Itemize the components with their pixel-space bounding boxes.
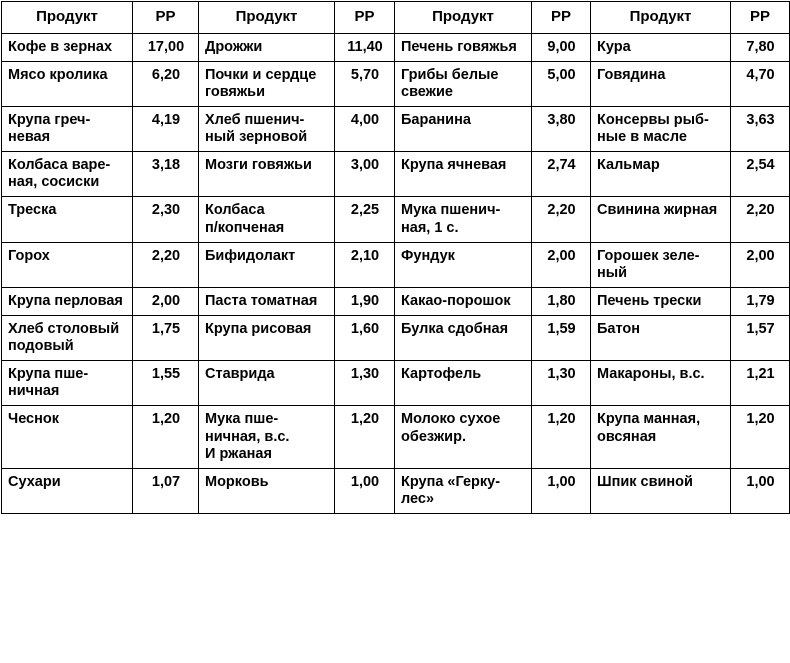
product-cell: Какао-порошок [395, 287, 532, 315]
product-cell: Хлеб пшенич- ный зерновой [199, 107, 335, 152]
product-cell: Почки и сердце говяжьи [199, 61, 335, 106]
product-cell: Консервы рыб- ные в масле [591, 107, 731, 152]
value-cell: 1,07 [133, 468, 199, 513]
header-value-1: РР [133, 2, 199, 34]
product-cell: Паста томатная [199, 287, 335, 315]
product-cell: Крупа рисовая [199, 316, 335, 361]
value-cell: 2,20 [731, 197, 790, 242]
product-cell: Баранина [395, 107, 532, 152]
value-cell: 3,18 [133, 152, 199, 197]
product-cell: Фундук [395, 242, 532, 287]
product-cell: Бифидолакт [199, 242, 335, 287]
product-cell: Крупа перловая [2, 287, 133, 315]
value-cell: 1,20 [731, 406, 790, 468]
value-cell: 1,00 [731, 468, 790, 513]
value-cell: 2,54 [731, 152, 790, 197]
table-header [2, 2, 790, 34]
value-cell: 2,25 [335, 197, 395, 242]
value-cell: 4,19 [133, 107, 199, 152]
product-cell: Молоко сухое обезжир. [395, 406, 532, 468]
product-cell: Кальмар [591, 152, 731, 197]
product-cell: Морковь [199, 468, 335, 513]
value-cell: 1,30 [532, 361, 591, 406]
table-row [2, 152, 790, 197]
value-cell: 2,20 [532, 197, 591, 242]
product-cell: Кофе в зернах [2, 33, 133, 61]
table-row [2, 33, 790, 61]
product-cell: Мясо кролика [2, 61, 133, 106]
value-cell: 3,00 [335, 152, 395, 197]
value-cell: 1,90 [335, 287, 395, 315]
product-cell: Крупа пше- ничная [2, 361, 133, 406]
product-cell: Треска [2, 197, 133, 242]
product-cell: Ставрида [199, 361, 335, 406]
product-cell: Мука пшенич- ная, 1 с. [395, 197, 532, 242]
value-cell: 1,80 [532, 287, 591, 315]
table-row [2, 406, 790, 468]
value-cell: 6,20 [133, 61, 199, 106]
header-product-3: Продукт [395, 2, 532, 34]
product-cell: Булка сдобная [395, 316, 532, 361]
value-cell: 4,00 [335, 107, 395, 152]
value-cell: 5,00 [532, 61, 591, 106]
table-row [2, 361, 790, 406]
header-value-2: РР [335, 2, 395, 34]
product-cell: Колбаса п/копченая [199, 197, 335, 242]
product-cell: Мука пше- ничная, в.с. И ржаная [199, 406, 335, 468]
value-cell: 1,75 [133, 316, 199, 361]
value-cell: 3,80 [532, 107, 591, 152]
table-row [2, 242, 790, 287]
table-row [2, 107, 790, 152]
value-cell: 1,20 [532, 406, 591, 468]
value-cell: 1,55 [133, 361, 199, 406]
product-cell: Печень говяжья [395, 33, 532, 61]
value-cell: 1,59 [532, 316, 591, 361]
value-cell: 1,60 [335, 316, 395, 361]
nutrient-table [1, 1, 790, 514]
table-row [2, 61, 790, 106]
header-product-2: Продукт [199, 2, 335, 34]
header-product-4: Продукт [591, 2, 731, 34]
value-cell: 17,00 [133, 33, 199, 61]
value-cell: 2,20 [133, 242, 199, 287]
value-cell: 1,20 [133, 406, 199, 468]
product-cell: Батон [591, 316, 731, 361]
product-cell: Чеснок [2, 406, 133, 468]
product-cell: Горошек зеле- ный [591, 242, 731, 287]
header-row [2, 2, 790, 34]
value-cell: 1,00 [532, 468, 591, 513]
value-cell: 2,00 [532, 242, 591, 287]
value-cell: 1,20 [335, 406, 395, 468]
table-row [2, 287, 790, 315]
value-cell: 2,00 [133, 287, 199, 315]
product-cell: Мозги говяжьи [199, 152, 335, 197]
value-cell: 9,00 [532, 33, 591, 61]
value-cell: 1,79 [731, 287, 790, 315]
product-cell: Свинина жирная [591, 197, 731, 242]
product-cell: Горох [2, 242, 133, 287]
product-cell: Говядина [591, 61, 731, 106]
value-cell: 2,30 [133, 197, 199, 242]
product-cell: Крупа «Герку- лес» [395, 468, 532, 513]
value-cell: 1,00 [335, 468, 395, 513]
value-cell: 1,57 [731, 316, 790, 361]
value-cell: 1,21 [731, 361, 790, 406]
product-cell: Хлеб столовый подовый [2, 316, 133, 361]
value-cell: 2,74 [532, 152, 591, 197]
product-cell: Крупа манная, овсяная [591, 406, 731, 468]
product-cell: Дрожжи [199, 33, 335, 61]
product-cell: Крупа греч- невая [2, 107, 133, 152]
value-cell: 3,63 [731, 107, 790, 152]
product-cell: Сухари [2, 468, 133, 513]
header-value-4: РР [731, 2, 790, 34]
product-cell: Кура [591, 33, 731, 61]
product-cell: Печень трески [591, 287, 731, 315]
value-cell: 2,10 [335, 242, 395, 287]
value-cell: 4,70 [731, 61, 790, 106]
table-row [2, 197, 790, 242]
table-body [2, 33, 790, 513]
product-cell: Шпик свиной [591, 468, 731, 513]
product-cell: Крупа ячневая [395, 152, 532, 197]
value-cell: 11,40 [335, 33, 395, 61]
product-cell: Картофель [395, 361, 532, 406]
value-cell: 2,00 [731, 242, 790, 287]
table-row [2, 316, 790, 361]
header-value-3: РР [532, 2, 591, 34]
header-product-1: Продукт [2, 2, 133, 34]
table-row [2, 468, 790, 513]
product-cell: Колбаса варе- ная, сосиски [2, 152, 133, 197]
value-cell: 7,80 [731, 33, 790, 61]
value-cell: 5,70 [335, 61, 395, 106]
product-cell: Макароны, в.с. [591, 361, 731, 406]
product-cell: Грибы белые свежие [395, 61, 532, 106]
nutrient-table-container [0, 1, 790, 514]
value-cell: 1,30 [335, 361, 395, 406]
